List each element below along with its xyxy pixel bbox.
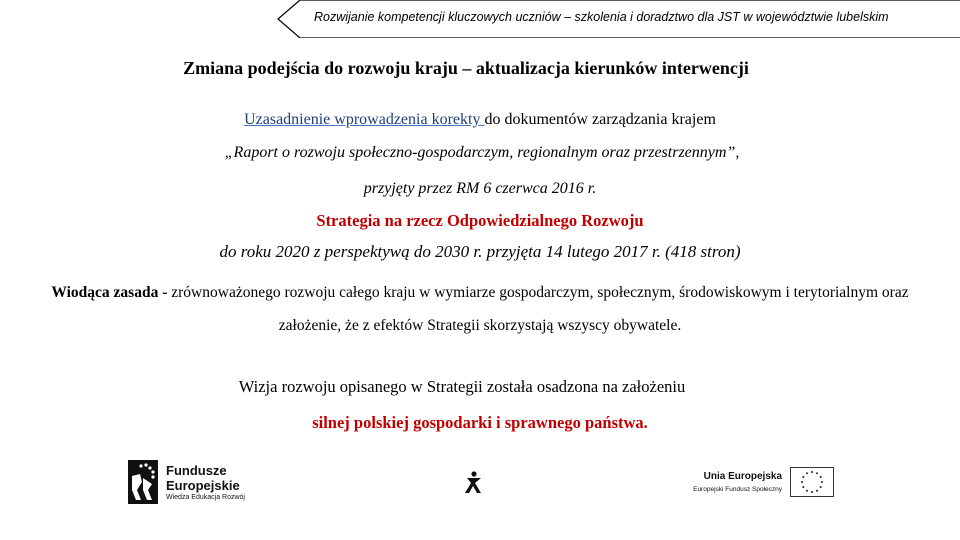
principle-label: Wiodąca zasada - (51, 284, 168, 301)
header-banner (276, 0, 960, 38)
banner-text: Rozwijanie kompetencji kluczowych uczniów – szkolenia i doradztwo dla JST w województwie lubelskim (314, 10, 889, 24)
strategy-dates: do roku 2020 z perspektywą do 2030 r. przyjęta 14 lutego 2017 r. (418 stron) (219, 242, 741, 261)
strategy-name: Strategia na rzecz Odpowiedzialnego Rozwoju (316, 211, 644, 230)
report-date-line: przyjęty przez RM 6 czerwca 2016 r. (363, 180, 597, 197)
principle-paragraph (48, 276, 912, 342)
eu-flag-icon (790, 467, 834, 497)
partner-logo (462, 462, 506, 498)
justification-line (0, 111, 960, 129)
fe-logo-line3: Wiedza Edukacja Rozwój (166, 494, 245, 501)
fe-logo-line1: Fundusze (166, 463, 227, 478)
justification-rest: do dokumentów zarządzania krajem (484, 111, 716, 128)
ue-logo-line2: Europejski Fundusz Społeczny (693, 486, 782, 493)
unia-europejska-logo (688, 465, 834, 501)
slide-title: Zmiana podejścia do rozwoju kraju – aktualizacja kierunków interwencji (183, 58, 749, 78)
fe-star-icon (128, 460, 158, 504)
fundusze-europejskie-logo (128, 460, 268, 506)
vision-highlight: silnej polskiej gospodarki i sprawnego państwa. (312, 413, 648, 432)
vision-line: Wizja rozwoju opisanego w Strategii została osadzona na założeniu (238, 377, 686, 396)
ue-logo-line1: Unia Europejska (703, 471, 782, 482)
justification-link[interactable]: Uzasadnienie wprowadzenia korekty (244, 111, 485, 128)
principle-text: zrównoważonego rozwoju całego kraju w wymiarze gospodarczym, społecznym, środowiskowym i terytorialnym oraz założenie, że z efektów Strategii skorzystają wszyscy obywatele. (167, 284, 909, 334)
report-title-line: „Raport o rozwoju społeczno-gospodarczym, regionalnym oraz przestrzennym”, (224, 144, 740, 161)
fe-logo-line2: Europejskie (166, 478, 240, 493)
figure-icon (462, 470, 486, 494)
